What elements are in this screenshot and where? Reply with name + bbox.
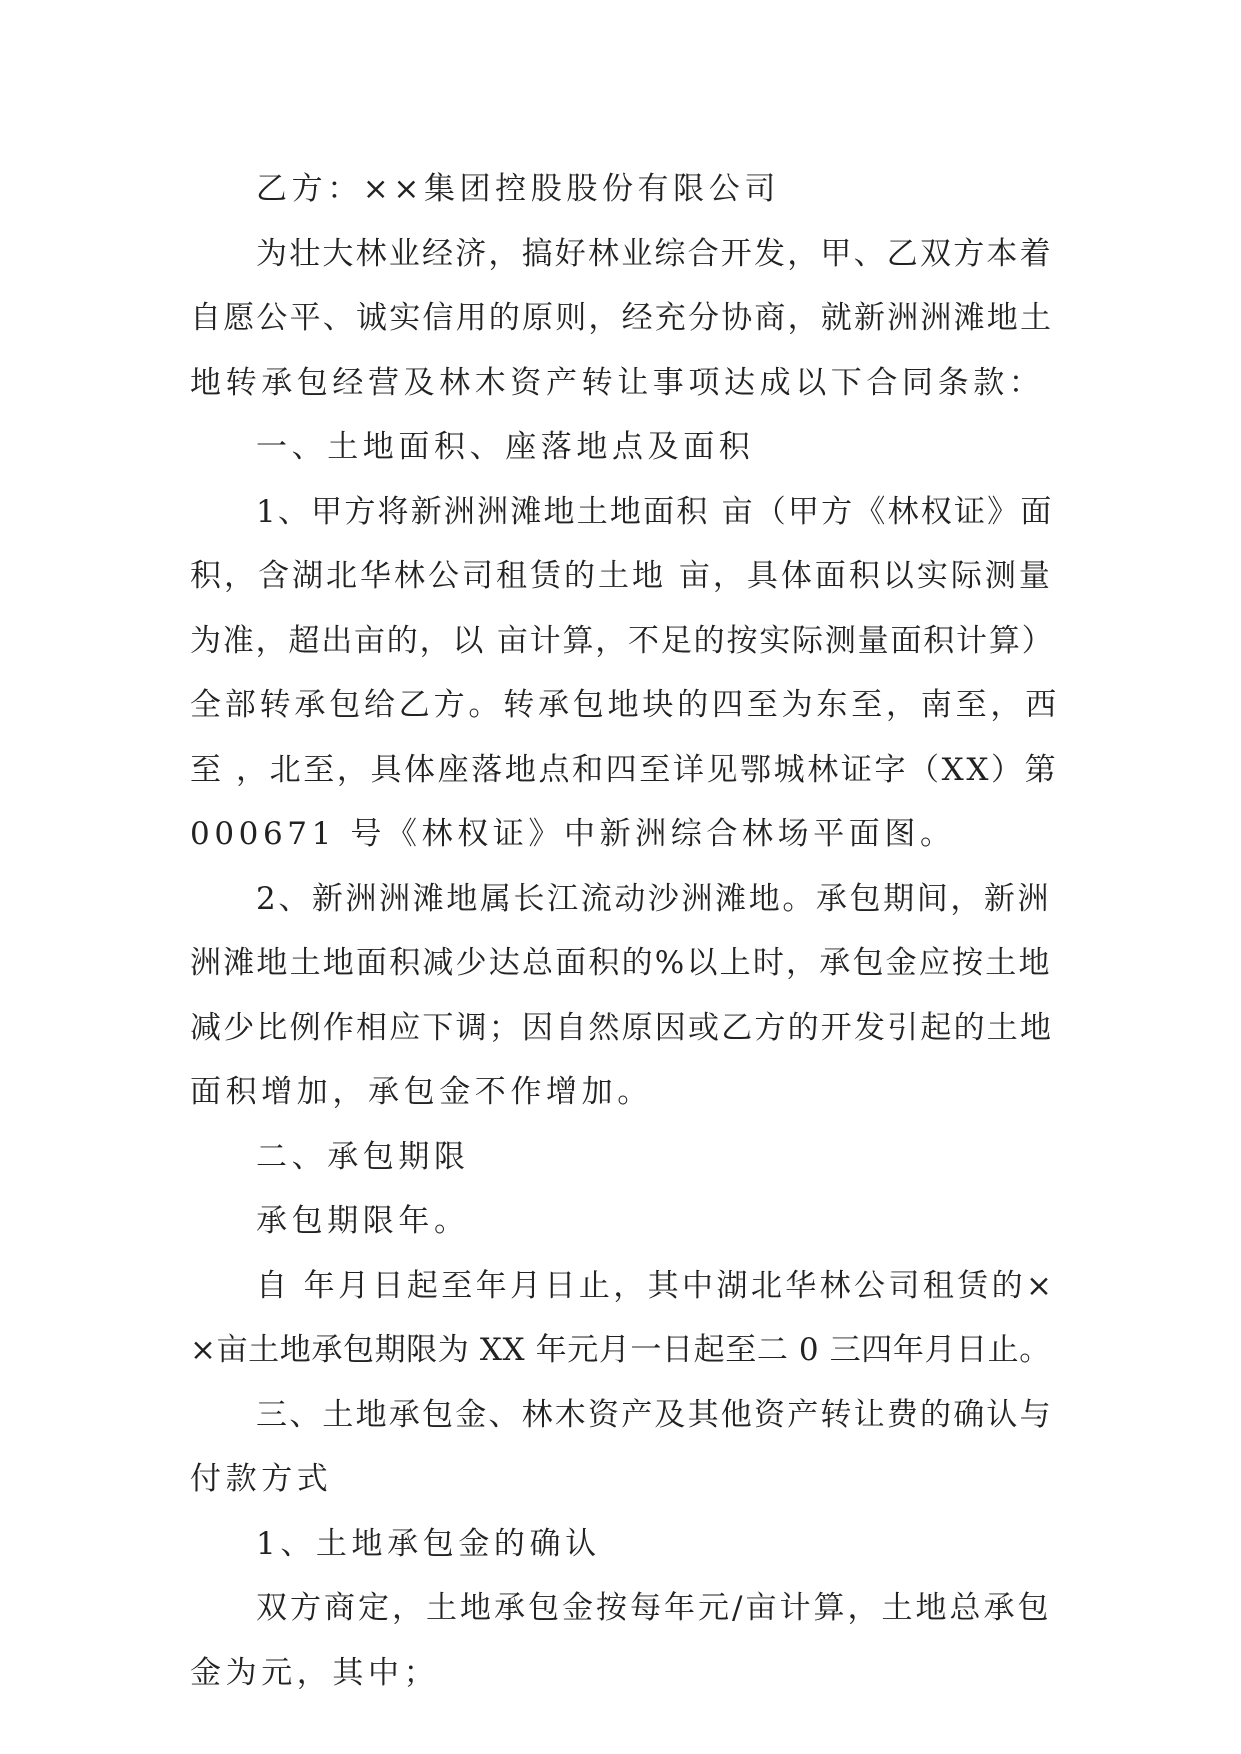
text-line: 承包期限年。 <box>256 1203 470 1239</box>
text-line: 减少比例作相应下调；因自然原因或乙方的开发引起的土地 <box>190 1009 1054 1046</box>
text-line: 乙方：××集团控股股份有限公司 <box>256 171 780 207</box>
text-line: 2、新洲洲滩地属长江流动沙洲滩地。承包期间，新洲 <box>256 880 1052 917</box>
text-line: 全部转承包给乙方。转承包地块的四至为东至，南至，西 <box>190 687 1060 723</box>
text-line: 为准，超出亩的，以 亩计算，不足的按实际测量面积计算） <box>190 622 1055 659</box>
text-line: 洲滩地土地面积减少达总面积的%以上时，承包金应按土地 <box>190 945 1052 981</box>
text-line: 至 ，北至，具体座落地点和四至详见鄂城林证字（XX）第 <box>190 751 1059 788</box>
section-heading: 一、土地面积、座落地点及面积 <box>256 429 755 465</box>
text-line: ×亩土地承包期限为 XX 年元月一日起至二 0 三四年月日止。 <box>190 1332 1051 1368</box>
text-line: 双方商定，土地承包金按每年元/亩计算，土地总承包 <box>256 1590 1052 1626</box>
text-line: 自愿公平、诚实信用的原则，经充分协商，就新洲洲滩地土 <box>190 300 1054 336</box>
text-line: 面积增加，承包金不作增加。 <box>190 1074 653 1110</box>
text-line: 自 年月日起至年月日止，其中湖北华林公司租赁的× <box>256 1267 1056 1304</box>
text-line: 000671 号《林权证》中新洲综合林场平面图。 <box>190 816 956 852</box>
text-line: 积，含湖北华林公司租赁的土地 亩，具体面积以实际测量 <box>190 558 1053 594</box>
text-line: 1、甲方将新洲洲滩地土地面积 亩（甲方《林权证》面 <box>256 493 1054 530</box>
text-line: 金为元，其中； <box>190 1654 440 1691</box>
document-body <box>190 157 1060 1705</box>
text-line: 付款方式 <box>190 1461 333 1497</box>
section-heading: 三、土地承包金、林木资产及其他资产转让费的确认与 <box>256 1396 1053 1433</box>
subsection-heading: 1、土地承包金的确认 <box>256 1525 601 1562</box>
text-line: 为壮大林业经济，搞好林业综合开发，甲、乙双方本着 <box>256 235 1053 272</box>
section-heading: 二、承包期限 <box>256 1138 470 1175</box>
text-line: 地转承包经营及林木资产转让事项达成以下合同条款： <box>190 364 1045 401</box>
